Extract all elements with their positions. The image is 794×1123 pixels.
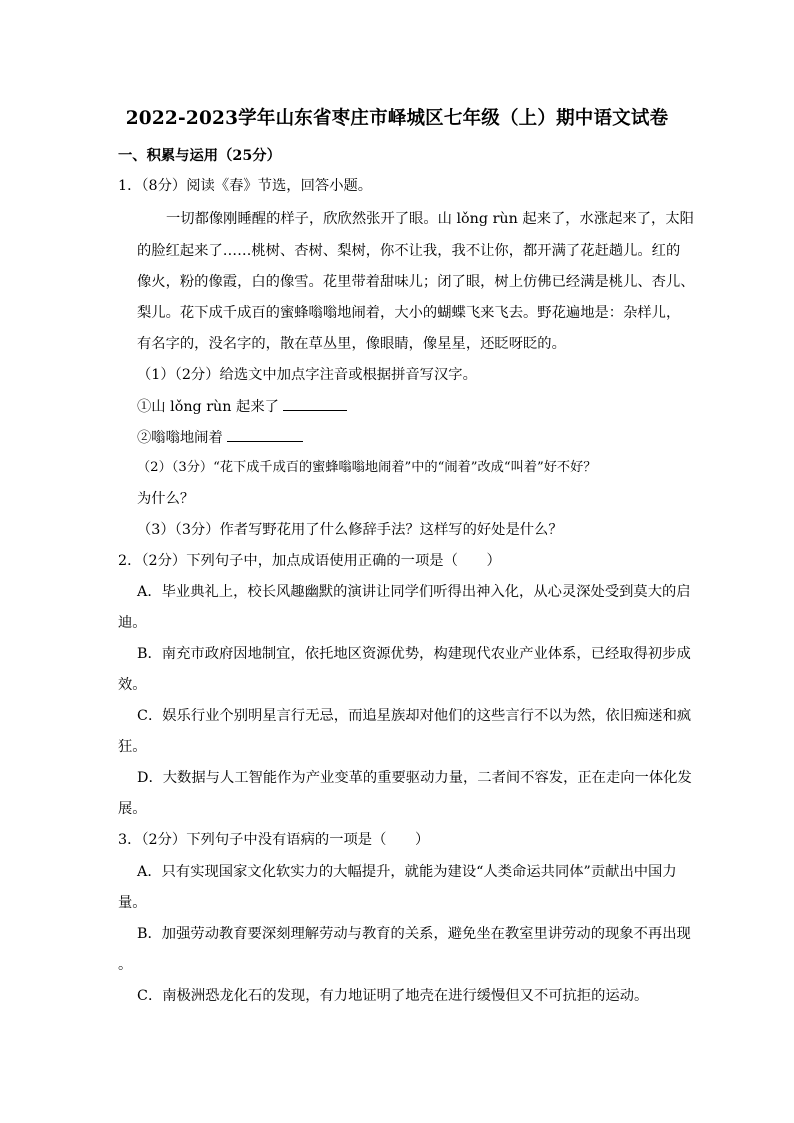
option-a: A．只有实现国家文化软实力的大幅提升，就能为建设“人类命运共同体”贡献出中国力	[137, 864, 677, 880]
passage-line: 的脸红起来了……桃树、杏树、梨树，你不让我，我不让你，都开满了花赶趟儿。红的	[137, 243, 681, 259]
answer-blank-1b[interactable]	[227, 427, 303, 442]
section-heading: 一、积累与运用（25分）	[118, 148, 281, 164]
option-b: B．南充市政府因地制宜，依托地区资源优势，构建现代农业产业体系，已经取得初步成	[137, 646, 691, 662]
subquestion-1b	[137, 427, 303, 448]
option-a-cont: 量。	[118, 895, 147, 911]
question-1-stem: 1．（8分）阅读《春》节选，回答小题。	[118, 178, 373, 194]
passage-line: 一切都像刚睡醒的样子，欣欣然张开了眼。山 lǒng rùn 起来了，水涨起来了，太阳	[166, 211, 694, 227]
option-c: C．南极洲恐龙化石的发现，有力地证明了地壳在进行缓慢但又不可抗拒的运动。	[137, 988, 649, 1004]
subquestion-1a-text: ①山 lǒng rùn 起来了	[137, 399, 279, 415]
option-d: D．大数据与人工智能作为产业变革的重要驱动力量，二者间不容发，正在走向一体化发	[137, 770, 692, 786]
passage-line: 梨儿。花下成千成百的蜜蜂嗡嗡地闹着，大小的蝴蝶飞来飞去。野花遍地是：杂样儿，	[137, 305, 681, 321]
option-c-cont: 狂。	[118, 739, 147, 755]
option-b-cont: 效。	[118, 677, 147, 693]
exam-title: 2022-2023学年山东省枣庄市峄城区七年级（上）期中语文试卷	[125, 108, 669, 129]
question-3-stem: 3．（2分）下列句子中没有语病的一项是（ ）	[118, 832, 430, 848]
subquestion-2-cont: 为什么？	[137, 491, 195, 507]
subquestion-1b-text: ②嗡嗡地闹着	[137, 430, 223, 446]
option-a: A．毕业典礼上，校长风趣幽默的演讲让同学们听得出神入化，从心灵深处受到莫大的启	[137, 584, 691, 600]
passage-line: 有名字的，没名字的，散在草丛里，像眼睛，像星星，还眨呀眨的。	[137, 336, 566, 352]
option-a-cont: 迪。	[118, 615, 147, 631]
option-b-cont: 。	[118, 957, 133, 973]
option-d-cont: 展。	[118, 801, 147, 817]
option-c: C．娱乐行业个别明星言行无忌，而追星族却对他们的这些言行不以为然，依旧痴迷和疯	[137, 708, 692, 724]
subquestion-1: （1）（2分）给选文中加点字注音或根据拼音写汉字。	[137, 367, 477, 383]
question-2-stem: 2．（2分）下列句子中，加点成语使用正确的一项是（ ）	[118, 553, 501, 569]
subquestion-3: （3）（3分）作者写野花用了什么修辞手法？这样写的好处是什么？	[137, 522, 563, 538]
subquestion-2: （2）（3分）“花下成千成百的蜜蜂嗡嗡地闹着”中的“闹着”改成“叫着”好不好？	[137, 460, 597, 475]
subquestion-1a	[137, 396, 347, 417]
answer-blank-1a[interactable]	[283, 396, 347, 411]
option-b: B．加强劳动教育要深刻理解劳动与教育的关系，避免坐在教室里讲劳动的现象不再出现	[137, 926, 691, 942]
passage-line: 像火，粉的像霞，白的像雪。花里带着甜味儿；闭了眼，树上仿佛已经满是桃儿、杏儿、	[137, 274, 695, 290]
